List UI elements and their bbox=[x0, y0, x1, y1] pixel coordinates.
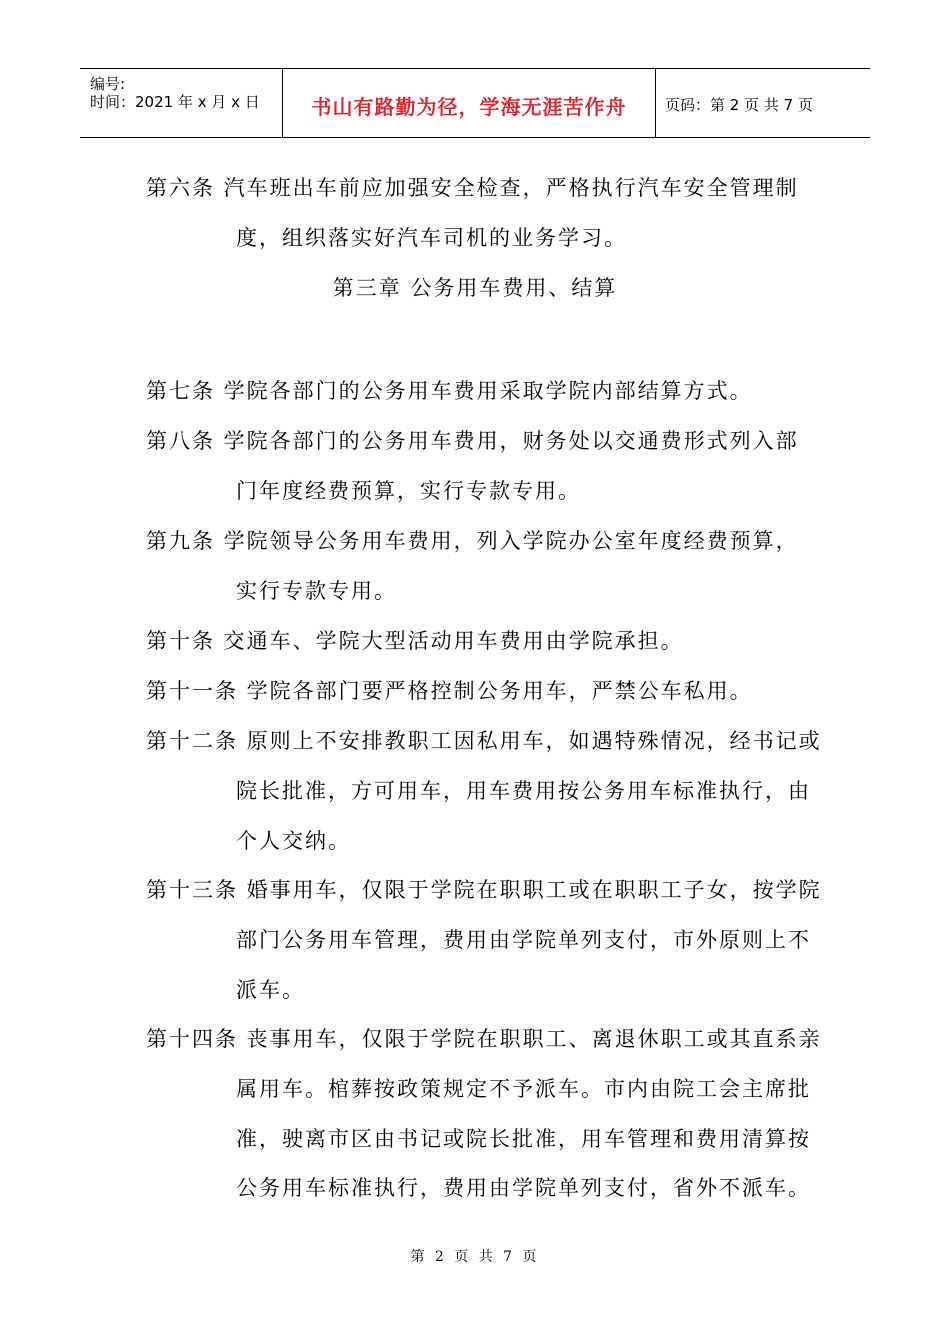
article-12-line-1: 第十二条 原则上不安排教职工因私用车，如遇特殊情况，经书记或 bbox=[146, 729, 822, 753]
document-time-label: 时间：2021 年 x 月 x 日 bbox=[90, 93, 260, 111]
article-14-line-4: 公务用车标准执行，费用由学院单列支付，省外不派车。 bbox=[236, 1176, 811, 1200]
article-8-line-1: 第八条 学院各部门的公务用车费用，财务处以交通费形式列入部 bbox=[146, 429, 799, 453]
article-12-line-3: 个人交纳。 bbox=[236, 829, 351, 853]
article-13-line-3: 派车。 bbox=[236, 978, 305, 1002]
article-7-line-1: 第七条 学院各部门的公务用车费用采取学院内部结算方式。 bbox=[146, 379, 753, 403]
article-12-line-2: 院长批准，方可用车，用车费用按公务用车标准执行，由 bbox=[236, 779, 811, 803]
article-10-line-1: 第十条 交通车、学院大型活动用车费用由学院承担。 bbox=[146, 629, 684, 653]
article-14-line-1: 第十四条 丧事用车，仅限于学院在职职工、离退休职工或其直系亲 bbox=[146, 1027, 822, 1051]
article-6-line-2: 度，组织落实好汽车司机的业务学习。 bbox=[236, 226, 627, 250]
article-8-line-2: 门年度经费预算，实行专款专用。 bbox=[236, 479, 581, 503]
chapter-heading: 第三章 公务用车费用、结算 bbox=[332, 276, 618, 300]
article-14-line-2: 属用车。棺葬按政策规定不予派车。市内由院工会主席批 bbox=[236, 1077, 811, 1101]
document-number-label: 编号: bbox=[90, 75, 126, 93]
article-14-line-3: 准，驶离市区由书记或院长批准，用车管理和费用清算按 bbox=[236, 1127, 811, 1151]
article-11-line-1: 第十一条 学院各部门要严格控制公务用车，严禁公车私用。 bbox=[146, 679, 753, 703]
article-13-line-1: 第十三条 婚事用车，仅限于学院在职职工或在职职工子女，按学院 bbox=[146, 878, 822, 902]
article-13-line-2: 部门公务用车管理，费用由学院单列支付，市外原则上不 bbox=[236, 928, 811, 952]
page-footer: 第 2 页 共 7 页 bbox=[410, 1249, 540, 1265]
article-6-line-1: 第六条 汽车班出车前应加强安全检查，严格执行汽车安全管理制 bbox=[146, 176, 799, 200]
article-9-line-2: 实行专款专用。 bbox=[236, 579, 397, 603]
header-motto: 书山有路勤为径，学海无涯苦作舟 bbox=[311, 95, 627, 119]
header-page-number: 页码：第 2 页 共 7 页 bbox=[665, 96, 813, 114]
article-9-line-1: 第九条 学院领导公务用车费用，列入学院办公室年度经费预算， bbox=[146, 529, 799, 553]
